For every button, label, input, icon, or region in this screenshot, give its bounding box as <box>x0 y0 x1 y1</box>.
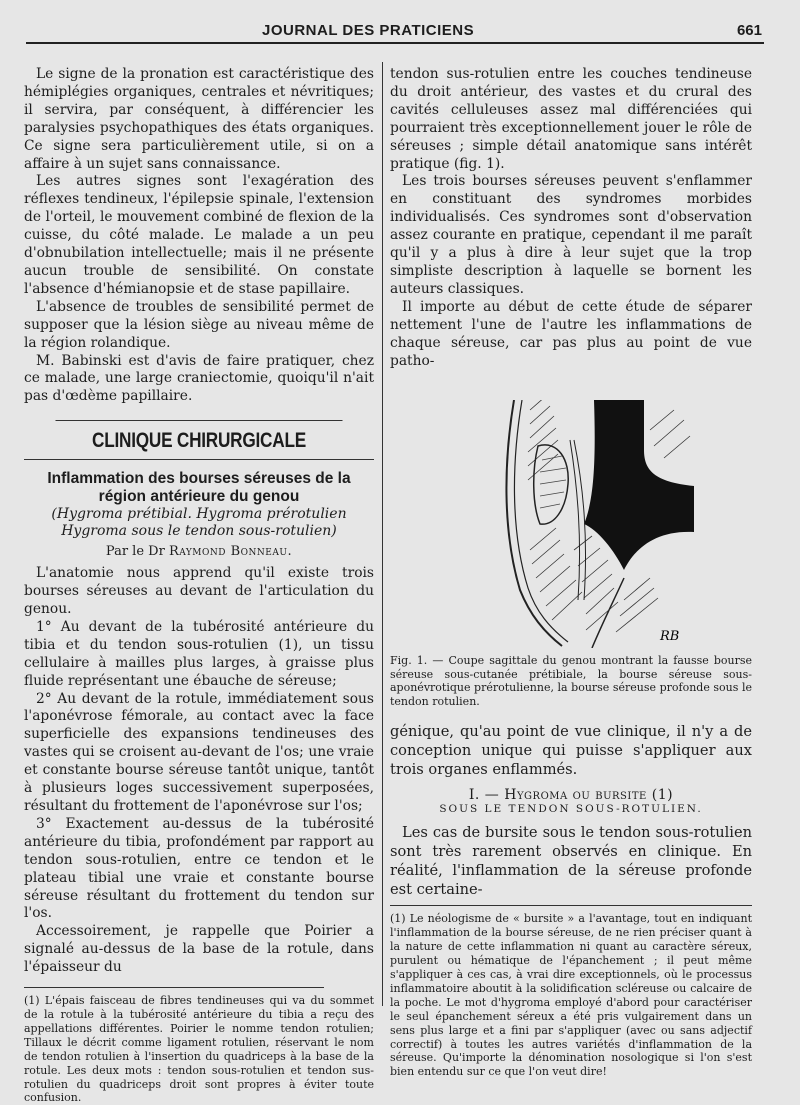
subsection-heading: I. — Hygroma ou bursite (1) <box>468 787 674 804</box>
paragraph: tendon sus-rotulien entre les couches tendineuse du droit antérieur, des vastes et du crural des cavités celluleuses assez mal différenciées qui pourraient très exceptionnellement jouer le rôle de séreuses ; simple détail anatomique sans intérêt pratique (fig. 1). <box>390 66 752 172</box>
paragraph: Il importe au début de cette étude de séparer nettement l'une de l'autre les inflammations de chaque séreuse, car pas plus au point de vue patho- <box>390 298 752 369</box>
caption-label: Fig. 1. <box>390 654 428 668</box>
paragraph: Le signe de la pronation est caractéristique des hémiplégies organiques, centrales et névritiques; il servira, par conséquent, à différencier les paralysies psychopathiques des états organiques. Ce signe sera particulièrement utile, si on a affaire à un sujet sans connaissance. <box>24 66 374 172</box>
paragraph: Les autres signes sont l'exagération des réflexes tendineux, l'épilepsie spinale, l'extension de l'orteil, le mouvement combiné de flexion de la cuisse, du côté malade. Le malade a un peu d'obnubilation intellectuelle; mais il ne présente aucun trouble de sensibilité. On constate l'absence d'hémianopsie et de stase papillaire. <box>24 173 374 297</box>
artist-signature: RB <box>660 629 680 645</box>
running-head <box>0 22 800 42</box>
author-prefix: Par le Dr <box>105 544 165 560</box>
figure-knee-section <box>390 400 752 648</box>
paragraph: 3° Exactement au-dessus de la tubérosité antérieure du tibia, profondément par rapport au tendon sous-rotulien, entre ce tendon et le plateau tibial une vraie et constante bourse séreuse résultant du frottement du tendon sur l'os. <box>24 815 374 922</box>
section-rule <box>24 459 374 460</box>
paragraph: génique, qu'au point de vue clinique, il n'y a de conception unique qui puisse s'appliquer aux trois organes enflammés. <box>390 723 752 779</box>
article-title: Inflammation des bourses séreuses de la région antérieure du genou <box>47 470 351 506</box>
footnote-rule <box>390 905 752 906</box>
footnote: (1) L'épais faisceau de fibres tendineuses qui va du sommet de la rotule à la tubérosité antérieure du tibia a reçu des appellations différentes. Poirier le nomme tendon rotulien; Tillaux le décrit comme ligament rotulien, réservant le nom de tendon rotulien à l'insertion du quadriceps à la base de la rotule. Les deux mots : tendon sous-rotulien et tendon sus-rotulien du quadriceps droit sont propres à éviter toute confusion. <box>24 994 374 1105</box>
subsection-subheading: SOUS LE TENDON SOUS-ROTULIEN. <box>439 803 703 816</box>
column-divider <box>382 62 383 1006</box>
journal-title: JOURNAL DES PRATICIENS <box>262 22 475 39</box>
header-rule <box>26 42 764 44</box>
paragraph: Accessoirement, je rappelle que Poirier a signalé au-dessus de la base de la rotule, dans l'épaisseur du <box>24 923 374 976</box>
paragraph: 1° Au devant de la tubérosité antérieure du tibia et du tendon sous-rotulien (1), un tissu cellulaire à mailles plus larges, à graisse plus fluide représentant une ébauche de séreuse; <box>24 618 374 689</box>
left-column <box>24 66 374 1105</box>
paragraph: L'anatomie nous apprend qu'il existe trois bourses séreuses au devant de l'articulation du genou. <box>24 565 374 618</box>
right-column <box>390 66 752 1079</box>
article-subtitle: (Hygroma prétibial. Hygroma prérotulien Hygroma sous le tendon sous-rotulien) <box>51 506 347 540</box>
paragraph: Les cas de bursite sous le tendon sous-rotulien sont très rarement observés en clinique. En réalité, l'inflammation de la séreuse profonde est certaine- <box>390 824 752 899</box>
author-name: Raymond Bonneau. <box>168 544 293 560</box>
knee-section-illustration <box>474 400 694 648</box>
caption-text: — Coupe sagittale du genou montrant la fausse bourse séreuse sous-cutanée prétibiale, la bourse séreuse sous-aponévrotique prérotulienne, la bourse séreuse profonde sous le tendon rotulien. <box>390 654 753 708</box>
page-number: 661 <box>736 22 762 39</box>
footnote-rule <box>24 987 324 988</box>
paragraph: Les trois bourses séreuses peuvent s'enflammer en constituant des syndromes morbides individualisés. Ces syndromes sont d'observation assez courante en pratique, cependant il me paraît qu'il y a plus à dire à leur sujet que la trop simpliste description à laquelle se bornent les auteurs classiques. <box>390 173 752 297</box>
figure-caption <box>390 654 752 708</box>
paragraph: M. Babinski est d'avis de faire pratiquer, chez ce malade, une large craniectomie, quoiqu'il n'ait pas d'œdème papillaire. <box>24 352 374 405</box>
section-title: CLINIQUE CHIRURGICALE <box>56 420 343 453</box>
paragraph: 2° Au devant de la rotule, immédiatement sous l'aponévrose fémorale, au contact avec la face superficielle des expansions tendineuses des vastes qui se croisent au-devant de l'os; une vraie et constante bourse séreuse tantôt unique, tantôt à plusieurs loges successivement superposées, résultant du frottement de l'aponévrose sur l'os; <box>24 690 374 814</box>
footnote: (1) Le néologisme de « bursite » a l'avantage, tout en indiquant l'inflammation de la bourse séreuse, de ne rien préciser quant à la nature de cette inflammation ni quant au caractère séreux, purulent ou hématique de l'épanchement ; il peut même s'appliquer à ces cas, à vrai dire exceptionnels, où le processus inflammatoire aboutit à la solidification scléreuse ou calcaire de la poche. Le mot d'hygroma employé d'abord pour caractériser le seul épanchement séreux a été pris vulgairement dans un sens plus large et a fini par s'appliquer (avec ou sans adjectif correctif) à toutes les autres variétés d'inflammation de la séreuse. Qu'importe la dénomination nosologique si l'on s'est bien entendu sur ce que l'on veut dire! <box>390 912 752 1079</box>
paragraph: L'absence de troubles de sensibilité permet de supposer que la lésion siège au niveau même de la région rolandique. <box>24 298 374 351</box>
author-line <box>24 544 374 559</box>
